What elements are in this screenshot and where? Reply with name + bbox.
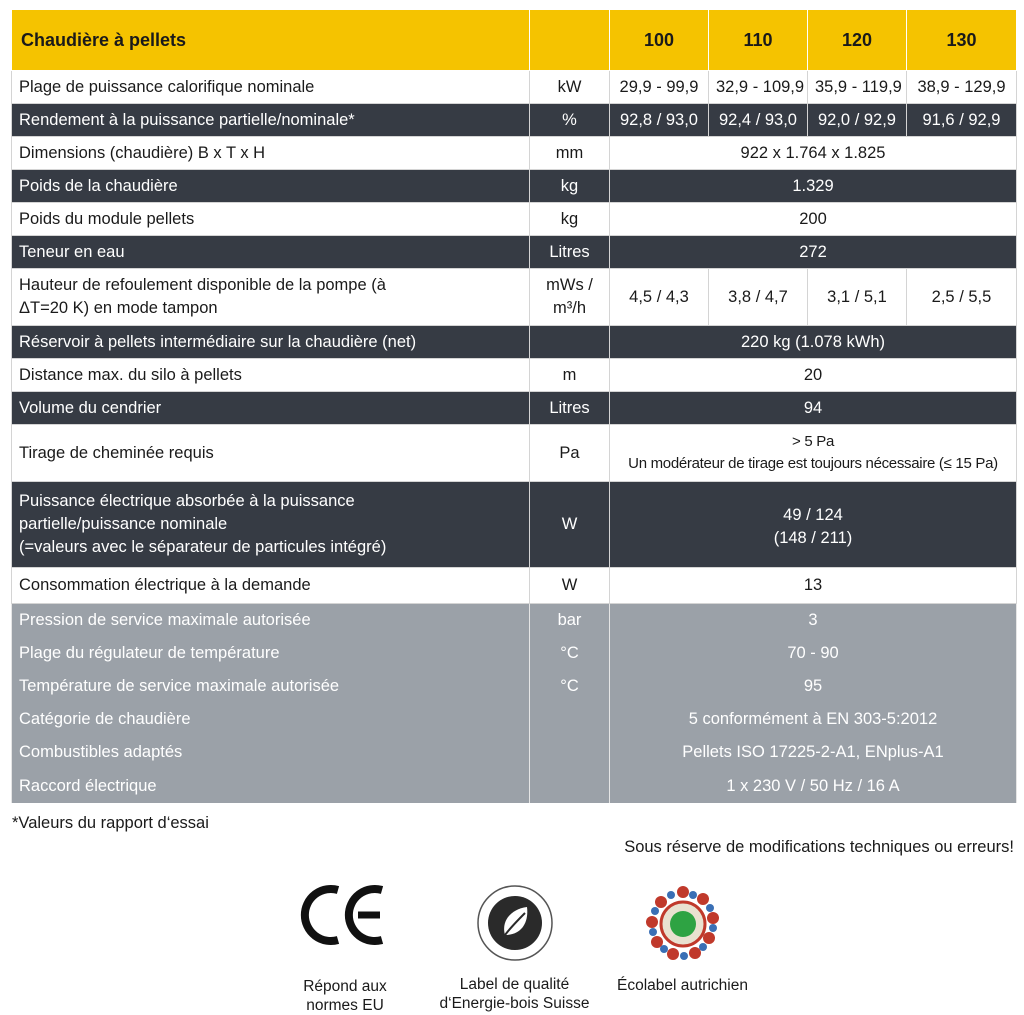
row-value: 220 kg (1.078 kWh) (610, 326, 1017, 359)
row-unit: Litres (530, 392, 610, 425)
table-row (12, 703, 1017, 736)
table-row (12, 359, 1017, 392)
footnote: *Valeurs du rapport d‘essai (12, 814, 209, 832)
row-value: 95 (610, 670, 1017, 703)
row-value: 4,5 / 4,3 (610, 269, 709, 326)
row-label: Raccord électrique (12, 770, 530, 803)
row-value-line: > 5 Pa (792, 433, 834, 450)
row-value (610, 425, 1017, 482)
cert-caption: Écolabel autrichien (617, 977, 748, 994)
row-value: 3,8 / 4,7 (709, 269, 808, 326)
table-header-row (12, 10, 1017, 71)
row-value-line: (148 / 211) (773, 529, 853, 547)
row-value: 3,1 / 5,1 (808, 269, 907, 326)
model-120-header: 120 (808, 10, 907, 71)
row-unit: Pa (530, 425, 610, 482)
row-label-line: Hauteur de refoulement disponible de la pompe (à (19, 276, 386, 294)
row-value: 272 (610, 236, 1017, 269)
row-label: Volume du cendrier (12, 392, 530, 425)
cert-caption: d‘Energie-bois Suisse (439, 995, 590, 1012)
row-value: 3 (610, 604, 1017, 637)
row-label: Distance max. du silo à pellets (12, 359, 530, 392)
table-row (12, 568, 1017, 604)
cert-swiss (432, 883, 597, 1013)
row-unit: bar (530, 604, 610, 637)
table-row (12, 71, 1017, 104)
row-value: 1.329 (610, 170, 1017, 203)
row-unit: kg (530, 170, 610, 203)
row-value: 1 x 230 V / 50 Hz / 16 A (610, 770, 1017, 803)
table-row (12, 104, 1017, 137)
row-label: Combustibles adaptés (12, 736, 530, 770)
row-value: Pellets ISO 17225-2-A1, ENplus-A1 (610, 736, 1017, 770)
row-value: 32,9 - 109,9 (709, 71, 808, 104)
row-label (12, 269, 530, 326)
row-value: 13 (610, 568, 1017, 604)
row-label: Plage du régulateur de température (12, 637, 530, 670)
row-unit: kW (530, 71, 610, 104)
row-value: 92,0 / 92,9 (808, 104, 907, 137)
row-value: 200 (610, 203, 1017, 236)
row-value (610, 482, 1017, 568)
row-value: 922 x 1.764 x 1.825 (610, 137, 1017, 170)
row-value: 2,5 / 5,5 (907, 269, 1017, 326)
row-value: 5 conformément à EN 303-5:2012 (610, 703, 1017, 736)
table-row (12, 770, 1017, 803)
spec-table (11, 9, 1017, 803)
row-unit (530, 736, 610, 770)
row-label-line: (=valeurs avec le séparateur de particules intégré) (19, 538, 387, 556)
swiss-quality-label-icon (475, 883, 555, 963)
row-label-line: Puissance électrique absorbée à la puissance (19, 492, 355, 510)
table-row (12, 170, 1017, 203)
table-row (12, 236, 1017, 269)
row-unit: W (530, 568, 610, 604)
row-unit: kg (530, 203, 610, 236)
table-row (12, 670, 1017, 703)
model-100-header: 100 (610, 10, 709, 71)
table-row (12, 736, 1017, 770)
row-label-line: partielle/puissance nominale (19, 515, 228, 533)
table-row (12, 604, 1017, 637)
row-value: 20 (610, 359, 1017, 392)
row-label: Poids de la chaudière (12, 170, 530, 203)
row-unit (530, 269, 610, 326)
row-label: Tirage de cheminée requis (12, 425, 530, 482)
row-unit: m (530, 359, 610, 392)
row-label: Pression de service maximale autorisée (12, 604, 530, 637)
row-unit: mm (530, 137, 610, 170)
table-row (12, 482, 1017, 568)
row-label: Dimensions (chaudière) B x T x H (12, 137, 530, 170)
row-label: Poids du module pellets (12, 203, 530, 236)
cert-caption: normes EU (306, 997, 384, 1014)
table-row (12, 269, 1017, 326)
row-value-line: Un modérateur de tirage est toujours nécessaire (≤ 15 Pa) (628, 455, 998, 472)
row-value: 94 (610, 392, 1017, 425)
row-unit: Litres (530, 236, 610, 269)
row-label: Consommation électrique à la demande (12, 568, 530, 604)
table-row (12, 137, 1017, 170)
row-value: 92,4 / 93,0 (709, 104, 808, 137)
table-title: Chaudière à pellets (12, 10, 530, 71)
table-row (12, 203, 1017, 236)
row-unit-line: m³/h (553, 299, 586, 317)
row-label: Plage de puissance calorifique nominale (12, 71, 530, 104)
row-label: Teneur en eau (12, 236, 530, 269)
row-unit (530, 770, 610, 803)
disclaimer: Sous réserve de modifications techniques ou erreurs! (624, 838, 1014, 856)
row-value: 35,9 - 119,9 (808, 71, 907, 104)
table-row (12, 326, 1017, 359)
row-label: Rendement à la puissance partielle/nominale* (12, 104, 530, 137)
table-row (12, 637, 1017, 670)
table-row (12, 392, 1017, 425)
table-row (12, 425, 1017, 482)
row-unit: °C (530, 670, 610, 703)
row-unit: % (530, 104, 610, 137)
row-label: Température de service maximale autorisée (12, 670, 530, 703)
model-110-header: 110 (709, 10, 808, 71)
row-unit (530, 703, 610, 736)
header-unit (530, 10, 610, 71)
row-value: 92,8 / 93,0 (610, 104, 709, 137)
cert-ce (285, 880, 405, 1015)
cert-caption: Label de qualité (459, 976, 570, 993)
row-unit-line: mWs / (546, 276, 593, 294)
row-value: 70 - 90 (610, 637, 1017, 670)
row-value-line: 49 / 124 (783, 506, 843, 524)
cert-caption: Répond aux (303, 978, 387, 995)
model-130-header: 130 (907, 10, 1017, 71)
row-label: Catégorie de chaudière (12, 703, 530, 736)
ce-mark-icon (300, 880, 390, 950)
row-unit (530, 326, 610, 359)
row-label: Réservoir à pellets intermédiaire sur la chaudière (net) (12, 326, 530, 359)
cert-austrian-ecolabel (610, 882, 755, 995)
row-unit: °C (530, 637, 610, 670)
row-label-line: ΔT=20 K) en mode tampon (19, 299, 218, 317)
row-value: 38,9 - 129,9 (907, 71, 1017, 104)
row-value: 29,9 - 99,9 (610, 71, 709, 104)
austrian-ecolabel-icon (641, 882, 725, 966)
row-value: 91,6 / 92,9 (907, 104, 1017, 137)
row-label (12, 482, 530, 568)
row-unit: W (530, 482, 610, 568)
